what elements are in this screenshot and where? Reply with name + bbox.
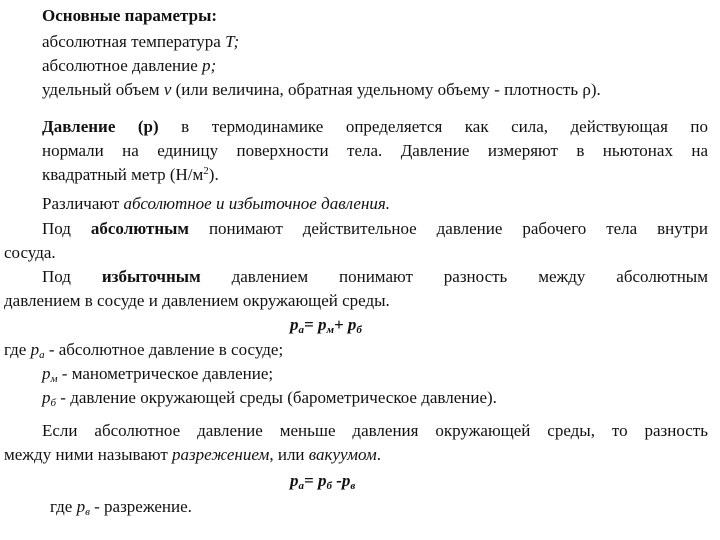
- where2-desc: - разрежение.: [89, 497, 192, 516]
- where1-symbol-a: p: [30, 340, 40, 359]
- param-volume-post: (или величина, обратная удельному объему - плотность ρ).: [171, 80, 601, 99]
- vacuum-term-vacuum: вакуумом: [308, 445, 377, 464]
- where1-symbol-m: p: [42, 364, 51, 383]
- excess-line-1: [42, 267, 708, 287]
- formula2-term1-sub: б: [326, 480, 332, 492]
- formula2-op: -: [331, 471, 342, 490]
- pressure-def-rest: в термодинамике определяется как сила, действующая по: [158, 117, 708, 136]
- formula1-lhs-sub: а: [298, 324, 304, 336]
- vacuum-pre: между ними называют: [4, 445, 173, 464]
- vacuum-post: .: [376, 445, 381, 464]
- pressure-unit-sup: 2: [203, 165, 209, 177]
- pressure-def-line-3: [42, 165, 219, 185]
- param-pressure-text: абсолютное давление: [42, 56, 203, 75]
- formula1-term2: p: [347, 315, 357, 334]
- where-line-1: [4, 340, 283, 360]
- formula-vacuum: [290, 471, 355, 491]
- formula2-term1: p: [317, 471, 327, 490]
- formula2-eq: =: [304, 471, 318, 490]
- param-temperature-text: абсолютная температура: [42, 32, 226, 51]
- absolute-line-1: [42, 219, 708, 239]
- parameters-title: Основные параметры:: [42, 6, 218, 25]
- pressure-unit-pre: квадратный метр (Н/м: [42, 165, 204, 184]
- absolute-post: понимают действительное давление рабочего тела внутри: [189, 219, 708, 238]
- formula1-eq: =: [304, 315, 318, 334]
- param-pressure-symbol: p;: [202, 56, 217, 75]
- vacuum-line-1: Если абсолютное давление меньше давления окружающей среды, то разность: [42, 421, 708, 440]
- formula2-lhs-sub: а: [298, 480, 304, 492]
- distinguish-pre: Различают: [42, 194, 124, 213]
- absolute-pre: Под: [42, 219, 91, 238]
- absolute-term: абсолютным: [90, 219, 189, 238]
- vacuum-line-2: [4, 445, 381, 465]
- param-temperature-symbol: T;: [225, 32, 240, 51]
- param-volume-symbol: v: [163, 80, 172, 99]
- formula2-term2: p: [341, 471, 351, 490]
- formula1-term1-sub: м: [326, 324, 334, 336]
- excess-line-2: давлением в сосуде и давлением окружающей среды.: [4, 291, 390, 310]
- where2-symbol-sub: в: [85, 506, 90, 518]
- param-volume-pre: удельный объем: [42, 80, 164, 99]
- pressure-unit-post: ).: [208, 165, 219, 184]
- where1-symbol-b: p: [42, 388, 51, 407]
- vacuum-mid: , или: [269, 445, 309, 464]
- excess-term: избыточным: [101, 267, 201, 286]
- where1-desc-m: - манометрическое давление;: [57, 364, 274, 383]
- formula2-term2-sub: в: [350, 480, 356, 492]
- pressure-term: Давление (p): [42, 117, 159, 136]
- formula1-op: +: [333, 315, 348, 334]
- where2-line: [50, 497, 192, 517]
- where1-symbol-b-sub: б: [50, 397, 57, 409]
- param-temperature: [42, 32, 239, 52]
- where1-symbol-a-sub: а: [39, 349, 45, 361]
- param-pressure: [42, 56, 216, 76]
- excess-pre: Под: [42, 267, 102, 286]
- vacuum-term-rarefaction: разрежением: [172, 445, 270, 464]
- formula2-lhs: p: [290, 471, 299, 490]
- where2-symbol: p: [76, 497, 86, 516]
- formula1-lhs: p: [290, 315, 299, 334]
- where1-desc-a: - абсолютное давление в сосуде;: [44, 340, 284, 359]
- pressure-def-line-1: [42, 117, 708, 137]
- formula-absolute-pressure: [290, 315, 362, 335]
- where1-symbol-m-sub: м: [50, 373, 58, 385]
- where2-lead: где: [50, 497, 77, 516]
- where1-lead: где: [4, 340, 31, 359]
- distinguish-italic: абсолютное и избыточное давления.: [123, 194, 391, 213]
- where1-desc-b: - давление окружающей среды (барометрическое давление).: [56, 388, 497, 407]
- param-specific-volume: [42, 80, 601, 100]
- formula1-term1: p: [317, 315, 327, 334]
- formula1-term2-sub: б: [356, 324, 362, 336]
- pressure-def-line-2: нормали на единицу поверхности тела. Давление измеряют в ньютонах на: [42, 141, 708, 160]
- where-line-3: [42, 388, 497, 408]
- where-line-2: [42, 364, 273, 384]
- absolute-line-2: сосуда.: [4, 243, 56, 262]
- distinguish-line: [42, 194, 390, 214]
- excess-post: давлением понимают разность между абсолютным: [200, 267, 708, 286]
